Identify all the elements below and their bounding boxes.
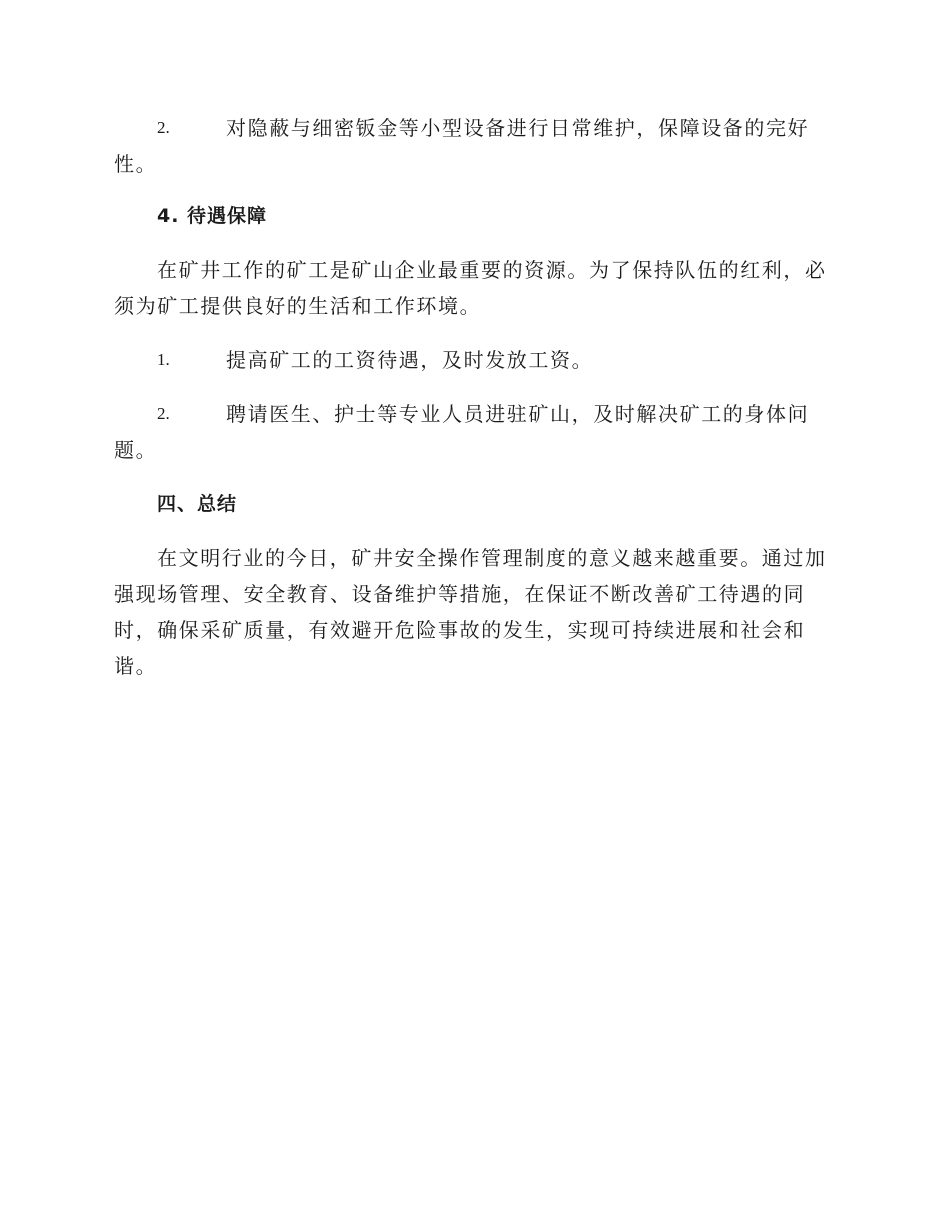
section-heading: 4. 待遇保障 (157, 205, 268, 227)
paragraph-line: 须为矿工提供良好的生活和工作环境。 (114, 294, 482, 318)
paragraph-line: 时，确保采矿质量，有效避开危险事故的发生，实现可持续进展和社会和 (114, 618, 806, 642)
list-item-number: 2. (157, 404, 170, 423)
list-item-number: 2. (157, 118, 170, 137)
list-item-text: 提高矿工的工资待遇，及时发放工资。 (226, 348, 594, 372)
paragraph-line: 强现场管理、安全教育、设备维护等措施，在保证不断改善矿工待遇的同 (114, 582, 806, 606)
paragraph-line: 在文明行业的今日，矿井安全操作管理制度的意义越来越重要。通过加 (157, 546, 827, 570)
list-item-text-continued: 性。 (114, 152, 158, 176)
list-item-text: 对隐蔽与细密钣金等小型设备进行日常维护，保障设备的完好 (226, 116, 810, 140)
section-heading: 四、总结 (157, 493, 238, 515)
paragraph-line: 谐。 (114, 654, 158, 678)
list-item-text: 聘请医生、护士等专业人员进驻矿山，及时解决矿工的身体问 (226, 402, 810, 426)
list-item-number: 1. (157, 350, 170, 369)
list-item-text-continued: 题。 (114, 438, 158, 462)
paragraph-line: 在矿井工作的矿工是矿山企业最重要的资源。为了保持队伍的红利，必 (157, 258, 827, 282)
